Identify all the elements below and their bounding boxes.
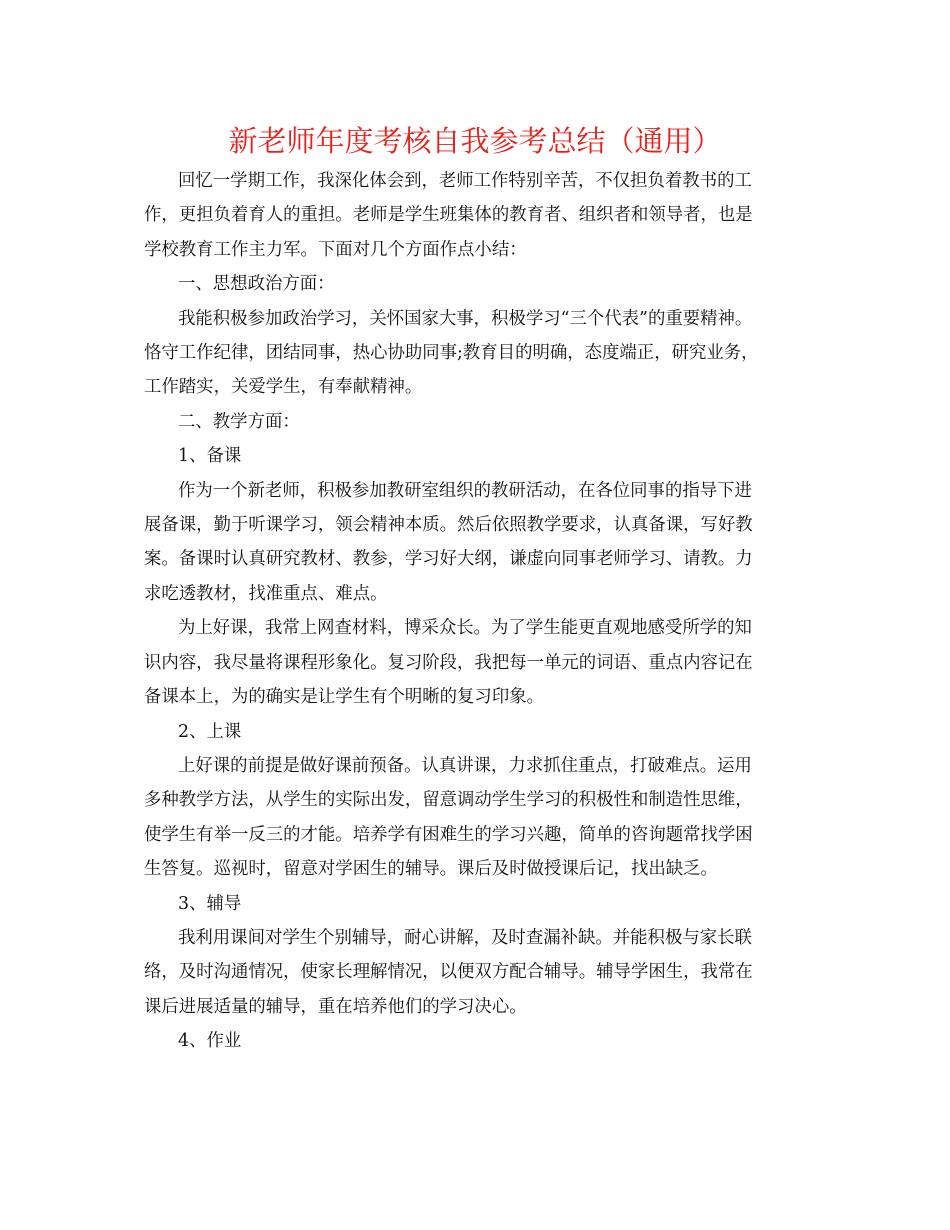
body-line: 我利用课间对学生个别辅导，耐心讲解，及时查漏补缺。并能积极与家长联 xyxy=(178,927,752,948)
body-line: 为上好课，我常上网查材料，博采众长。为了学生能更直观地感受所学的知 xyxy=(178,618,752,639)
body-line: 求吃透教材，找准重点、难点。 xyxy=(144,583,388,604)
body-line: 4、作业 xyxy=(178,1031,242,1052)
body-line: 2、上课 xyxy=(178,721,242,742)
document-title: 新老师年度考核自我参考总结（通用） xyxy=(228,124,722,158)
body-line: 使学生有举一反三的才能。培养学有困难生的学习兴趣，简单的咨询题常找学困 xyxy=(144,824,753,845)
body-line: 1、备课 xyxy=(178,446,242,467)
body-line: 识内容，我尽量将课程形象化。复习阶段，我把每一单元的词语、重点内容记在 xyxy=(144,652,753,673)
body-line: 课后进展适量的辅导，重在培养他们的学习决心。 xyxy=(144,996,527,1017)
body-line: 回忆一学期工作，我深化体会到，老师工作特别辛苦，不仅担负着教书的工 xyxy=(178,171,752,191)
body-line: 多种教学方法，从学生的实际出发，留意调动学生学习的积极性和制造性思维， xyxy=(144,790,753,811)
body-line: 工作踏实，关爱学生，有奉献精神。 xyxy=(144,377,423,398)
body-line: 二、教学方面： xyxy=(178,411,300,432)
body-line: 上好课的前提是做好课前预备。认真讲课，力求抓住重点，打破难点。运用 xyxy=(178,755,752,776)
body-line: 案。备课时认真研究教材、教参，学习好大纲，谦虚向同事老师学习、请教。力 xyxy=(144,549,753,570)
document-body xyxy=(144,164,808,1059)
body-line: 备课本上，为的确实是让学生有个明晰的复习印象。 xyxy=(144,687,544,708)
body-line: 作，更担负着育人的重担。老师是学生班集体的教育者、组织者和领导者，也是 xyxy=(144,205,753,226)
body-line: 我能积极参加政治学习，关怀国家大事，积极学习“三个代表”的重要精神。 xyxy=(178,308,753,329)
body-line: 恪守工作纪律，团结同事，热心协助同事;教育目的明确，态度端正，研究业务， xyxy=(144,343,759,364)
body-line: 3、辅导 xyxy=(178,893,242,914)
body-line: 作为一个新老师，积极参加教研室组织的教研活动，在各位同事的指导下进 xyxy=(178,480,752,501)
body-line: 生答复。巡视时，留意对学困生的辅导。课后及时做授课后记，找出缺乏。 xyxy=(144,859,718,880)
body-line: 络，及时沟通情况，使家长理解情况，以便双方配合辅导。辅导学困生，我常在 xyxy=(144,962,753,983)
body-line: 一、思想政治方面： xyxy=(178,274,335,295)
body-line: 学校教育工作主力军。下面对几个方面作点小结： xyxy=(144,239,527,260)
body-line: 展备课，勤于听课学习，领会精神本质。然后依照教学要求，认真备课，写好教 xyxy=(144,515,753,536)
